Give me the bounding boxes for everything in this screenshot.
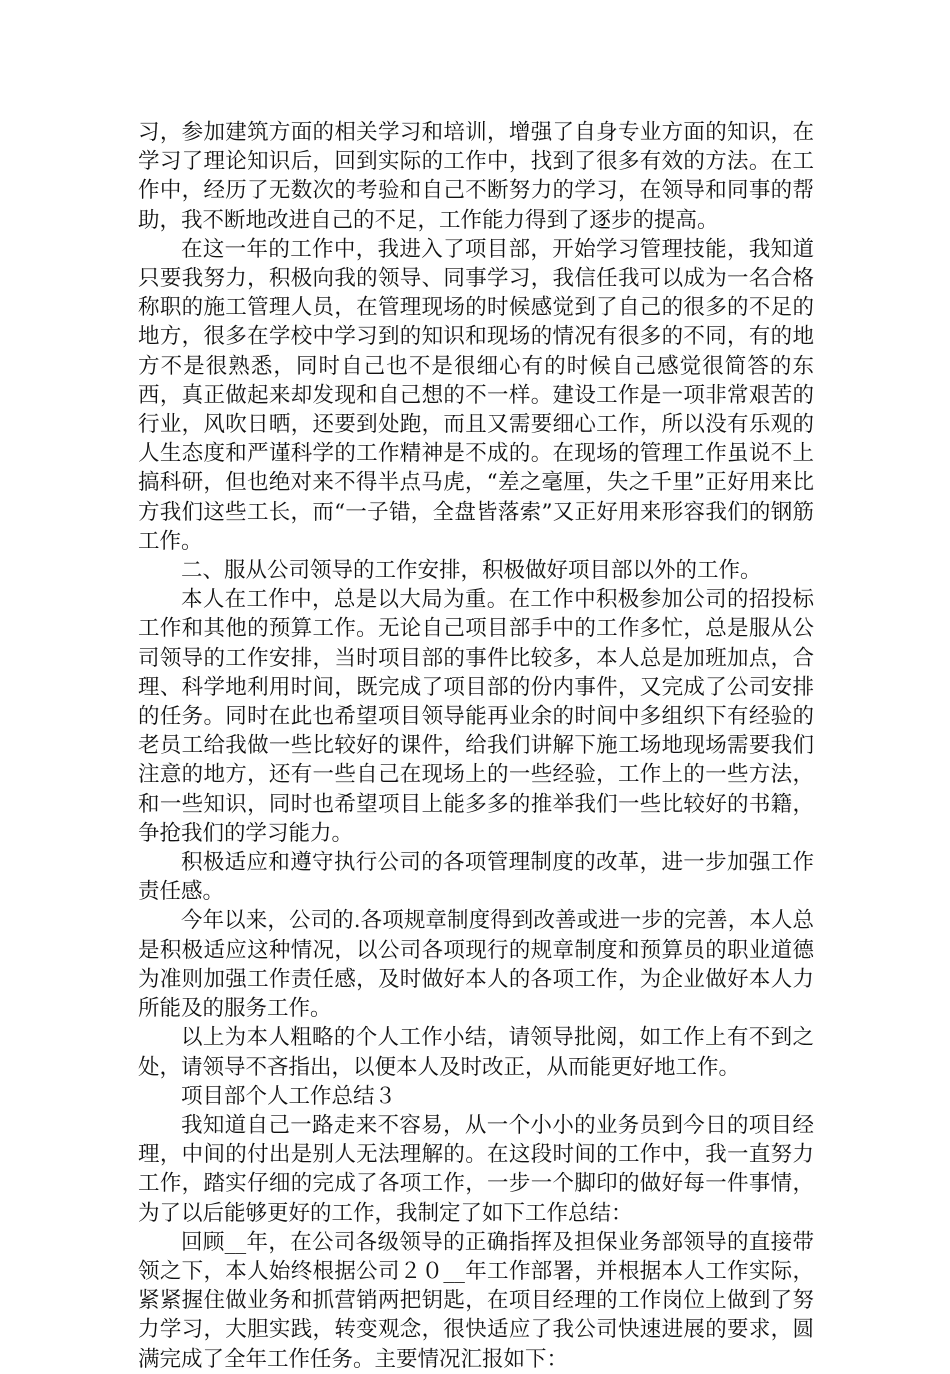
paragraph-5: 今年以来，公司的.各项规章制度得到改善或进一步的完善，本人总是积极适应这种情况，以公司各项现行的规章制度和预算员的职业道德为准则加强工作责任感，及时做好本人的各项工作，为企业做好本人力所能及的服务工作。 <box>138 908 814 1022</box>
paragraph-1: 习，参加建筑方面的相关学习和培训，增强了自身专业方面的知识，在学习了理论知识后，回到实际的工作中，找到了很多有效的方法。在工作中，经历了无数次的考验和自己不断努力的学习，在领导和同事的帮助，我不断地改进自己的不足，工作能力得到了逐步的提高。 <box>138 120 814 233</box>
paragraph-2: 在这一年的工作中，我进入了项目部，开始学习管理技能，我知道只要我努力，积极向我的领导、同事学习，我信任我可以成为一名合格称职的施工管理人员，在管理现场的时候感觉到了自己的很多的不足的地方，很多在学校中学习到的知识和现场的情况有很多的不同，有的地方不是很熟悉，同时自己也不是很细心有的时候自己感觉很简答的东西，真正做起来却发现和自己想的不一样。建设工作是一项非常艰苦的行业，风吹日晒，还要到处跑，而且又需要细心工作，所以没有乐观的人生态度和严谨科学的工作精神是不成的。在现场的管理工作虽说不上搞科研，但也绝对来不得半点马虎，“差之毫厘，失之千里”正好用来比方我们这些工长，而“一子错，全盘皆落索”又正好用来形容我们的钢筋工作。 <box>138 236 814 554</box>
paragraph-7: 我知道自己一路走来不容易，从一个小小的业务员到今日的项目经理，中间的付出是别人无法理解的。在这段时间的工作中，我一直努力工作，踏实仔细的完成了各项工作，一步一个脚印的做好每一件事情，为了以后能够更好的工作，我制定了如下工作总结： <box>138 1112 814 1226</box>
paragraph-3: 本人在工作中，总是以大局为重。在工作中积极参加公司的招投标工作和其他的预算工作。无论自己项目部手中的工作多忙，总是服从公司领导的工作安排，当时项目部的事件比较多，本人总是加班加点，合理、科学地利用时间，既完成了项目部的份内事件，又完成了公司安排的任务。同时在此也希望项目领导能再业余的时间中多组织下有经验的老员工给我做一些比较好的课件，给我们讲解下施工场地现场需要我们注意的地方，还有一些自己在现场上的一些经验，工作上的一些方法，和一些知识，同时也希望项目上能多多的推举我们一些比较好的书籍，争抢我们的学习能力。 <box>138 587 814 846</box>
paragraph-4: 积极适应和遵守执行公司的各项管理制度的改革，进一步加强工作责任感。 <box>138 850 814 905</box>
paragraph-8: 回顾__年，在公司各级领导的正确指挥及担保业务部领导的直接带领之下，本人始终根据公司２０__年工作部署，并根据本人工作实际，紧紧握住做业务和抓营销两把钥匙，在项目经理的工作岗位上做到了努力学习，大胆实践，转变观念，很快适应了我公司快速进展的要求，圆满完成了全年工作任务。主要情况汇报如下： <box>138 1229 814 1372</box>
section-heading-2: 二、服从公司领导的工作安排，积极做好项目部以外的工作。 <box>181 558 762 584</box>
paragraph-6: 以上为本人粗略的个人工作小结，请领导批阅，如工作上有不到之处，请领导不吝指出，以便本人及时改正，从而能更好地工作。 <box>138 1025 814 1080</box>
summary-title-3: 项目部个人工作总结３ <box>181 1083 397 1109</box>
document-page <box>138 118 814 1374</box>
